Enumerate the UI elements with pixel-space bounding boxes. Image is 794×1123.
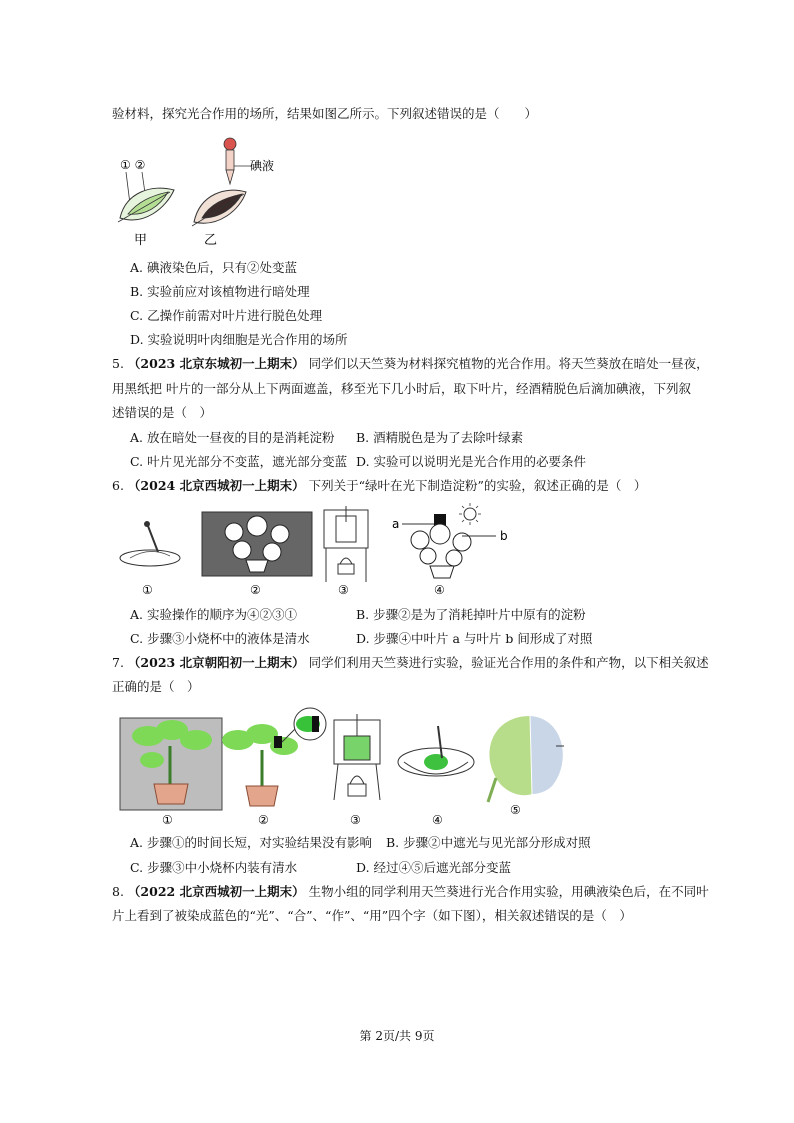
q6-label-4: ④ — [434, 583, 445, 597]
label-yi: 乙 — [204, 233, 218, 248]
q5-option-b: B. 酒精脱色是为了去除叶绿素 — [356, 430, 524, 445]
q5-option-a: A. 放在暗处一昼夜的目的是消耗淀粉 — [130, 430, 335, 445]
q7-label-4: ④ — [432, 813, 443, 827]
q6-stem: 6. （2024 北京西城初一上期末） 下列关于“绿叶在光下制造淀粉”的实验，叙述正确的是（ ） — [112, 478, 647, 493]
q7-label-5: ⑤ — [510, 803, 521, 817]
q4-option-b: B. 实验前应对该植物进行暗处理 — [130, 284, 310, 299]
leaf-marks-label: ① ② — [120, 158, 146, 172]
q4-option-c: C. 乙操作前需对叶片进行脱色处理 — [130, 308, 323, 323]
q4-option-a: A. 碘液染色后，只有②处变蓝 — [130, 260, 297, 275]
q6-number: 6. — [112, 478, 124, 493]
iodine-label: 碘液 — [250, 159, 275, 173]
label-b: b — [500, 529, 508, 543]
q7-option-d: D. 经过④⑤后遮光部分变蓝 — [356, 860, 512, 875]
q7-label-2: ② — [258, 813, 269, 827]
q7-option-c: C. 步骤③中小烧杯内装有清水 — [130, 860, 298, 875]
label-a: a — [392, 517, 400, 531]
q7-label-3: ③ — [350, 813, 361, 827]
label-jia: 甲 — [134, 233, 148, 248]
q5-number: 5. — [112, 356, 124, 371]
q6-label-3: ③ — [338, 583, 349, 597]
q8-source: （2022 北京西城初一上期末） — [127, 884, 305, 899]
q4-stem-tail: 验材料，探究光合作用的场所，结果如图乙所示。下列叙述错误的是（ ） — [112, 106, 538, 121]
q8-stem-line1: 8. （2022 北京西城初一上期末） 生物小组的同学利用天竺葵进行光合作用实验，用碘液染色后，在不同叶 — [112, 884, 709, 899]
q5-source: （2023 北京东城初一上期末） — [127, 356, 305, 371]
q6-figure — [112, 502, 532, 598]
q7-label-1: ① — [162, 813, 173, 827]
q6-label-2: ② — [250, 583, 261, 597]
q7-figure — [112, 706, 582, 828]
q8-stem-line2: 片上看到了被染成蓝色的“光”、“合”、“作”、“用”四个字（如下图），相关叙述错误的是（ ） — [112, 908, 632, 923]
q6-label-1: ① — [142, 583, 153, 597]
q5-stem-line3: 述错误的是（ ） — [112, 405, 213, 420]
q5-option-d: D. 实验可以说明光是光合作用的必要条件 — [356, 454, 587, 469]
page-footer: 第 2页/共 9页 — [359, 1029, 435, 1043]
q4-figure — [112, 132, 275, 250]
q5-stem-line2: 用黑纸把 叶片的一部分从上下两面遮盖，移至光下几小时后，取下叶片，经酒精脱色后滴加碘液，下列叙 — [112, 381, 691, 396]
q6-option-d: D. 步骤④中叶片 a 与叶片 b 间形成了对照 — [356, 631, 593, 646]
q7-stem-line2: 正确的是（ ） — [112, 679, 200, 694]
q7-number: 7. — [112, 655, 124, 670]
q6-option-b: B. 步骤②是为了消耗掉叶片中原有的淀粉 — [356, 607, 586, 622]
q6-source: （2024 北京西城初一上期末） — [127, 478, 305, 493]
q7-option-b: B. 步骤②中遮光与见光部分形成对照 — [386, 835, 591, 850]
q7-option-a: A. 步骤①的时间长短，对实验结果没有影响 — [130, 835, 372, 850]
q5-stem-line1: 5. （2023 北京东城初一上期末） 同学们以天竺葵为材料探究植物的光合作用。将天竺葵放在暗处一昼夜， — [112, 356, 709, 371]
q6-option-c: C. 步骤③小烧杯中的液体是清水 — [130, 631, 310, 646]
q8-number: 8. — [112, 884, 124, 899]
q5-option-c: C. 叶片见光部分不变蓝，遮光部分变蓝 — [130, 454, 348, 469]
q7-source: （2023 北京朝阳初一上期末） — [127, 655, 305, 670]
q7-stem-line1: 7. （2023 北京朝阳初一上期末） 同学们利用天竺葵进行实验，验证光合作用的条件和产物，以下相关叙述 — [112, 655, 709, 670]
q4-option-d: D. 实验说明叶肉细胞是光合作用的场所 — [130, 332, 348, 347]
q6-option-a: A. 实验操作的顺序为④②③① — [130, 607, 297, 622]
